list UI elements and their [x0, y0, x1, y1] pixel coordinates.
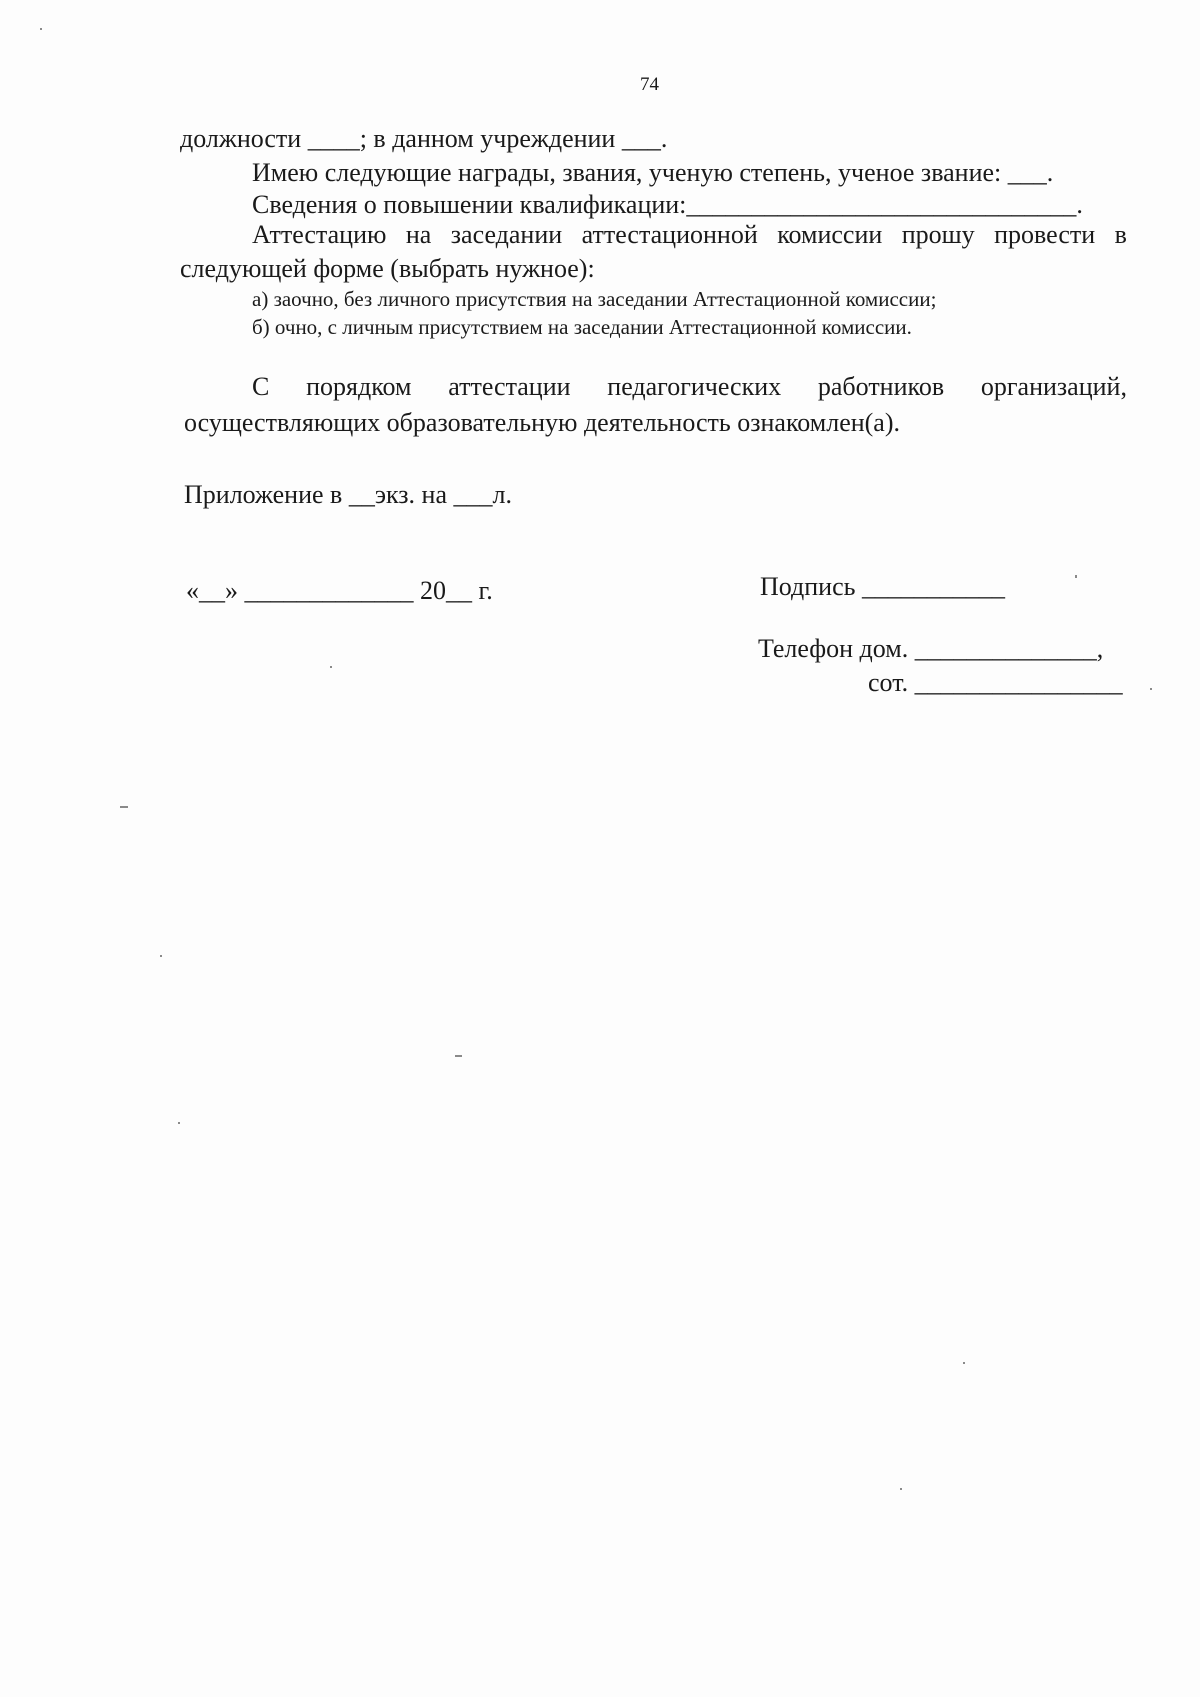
position-line: должности ____; в данном учреждении ___.	[180, 124, 668, 153]
scan-speck	[1150, 688, 1152, 690]
attestation-request-line	[252, 220, 1127, 250]
attestation-word: на	[405, 220, 432, 249]
phone-mobile-line: сот. ________________	[868, 668, 1123, 697]
attestation-request-continuation: следующей форме (выбрать нужное):	[180, 254, 595, 283]
acknowledgement-word: работников	[817, 372, 945, 401]
scan-speck	[178, 1122, 180, 1124]
scan-speck	[120, 806, 128, 808]
option-a: а) заочно, без личного присутствия на заседании Аттестационной комиссии;	[252, 287, 937, 311]
phone-home-line: Телефон дом. ______________,	[758, 634, 1104, 663]
date-line: «__» _____________ 20__ г.	[186, 576, 493, 605]
acknowledgement-line	[252, 372, 1127, 402]
acknowledgement-word: педагогических	[607, 372, 782, 401]
attestation-word: прошу	[901, 220, 975, 249]
attestation-word: заседании	[450, 220, 563, 249]
scan-speck	[455, 1055, 462, 1057]
attestation-word: аттестационной	[581, 220, 758, 249]
attestation-word: комиссии	[777, 220, 883, 249]
scan-speck	[1075, 575, 1077, 578]
scan-speck	[40, 28, 42, 30]
attachment-line: Приложение в __экз. на ___л.	[184, 480, 512, 509]
qualification-line: Сведения о повышении квалификации:______________________________.	[252, 190, 1083, 219]
acknowledgement-continuation: осуществляющих образовательную деятельность ознакомлен(а).	[184, 408, 901, 437]
option-b: б) очно, с личным присутствием на заседании Аттестационной комиссии.	[252, 315, 912, 339]
attestation-word: в	[1114, 220, 1127, 249]
scan-speck	[963, 1362, 965, 1364]
awards-line: Имею следующие награды, звания, ученую степень, ученое звание: ___.	[252, 158, 1054, 187]
page-number: 74	[640, 74, 659, 95]
scan-speck	[330, 666, 332, 668]
signature-line: Подпись ___________	[760, 572, 1005, 601]
acknowledgement-word: порядком	[306, 372, 412, 401]
acknowledgement-word: С	[252, 372, 270, 401]
scan-speck	[900, 1488, 902, 1490]
acknowledgement-word: аттестации	[448, 372, 571, 401]
attestation-word: провести	[994, 220, 1096, 249]
acknowledgement-word: организаций,	[980, 372, 1127, 401]
scan-speck	[160, 955, 162, 957]
attestation-word: Аттестацию	[252, 220, 387, 249]
